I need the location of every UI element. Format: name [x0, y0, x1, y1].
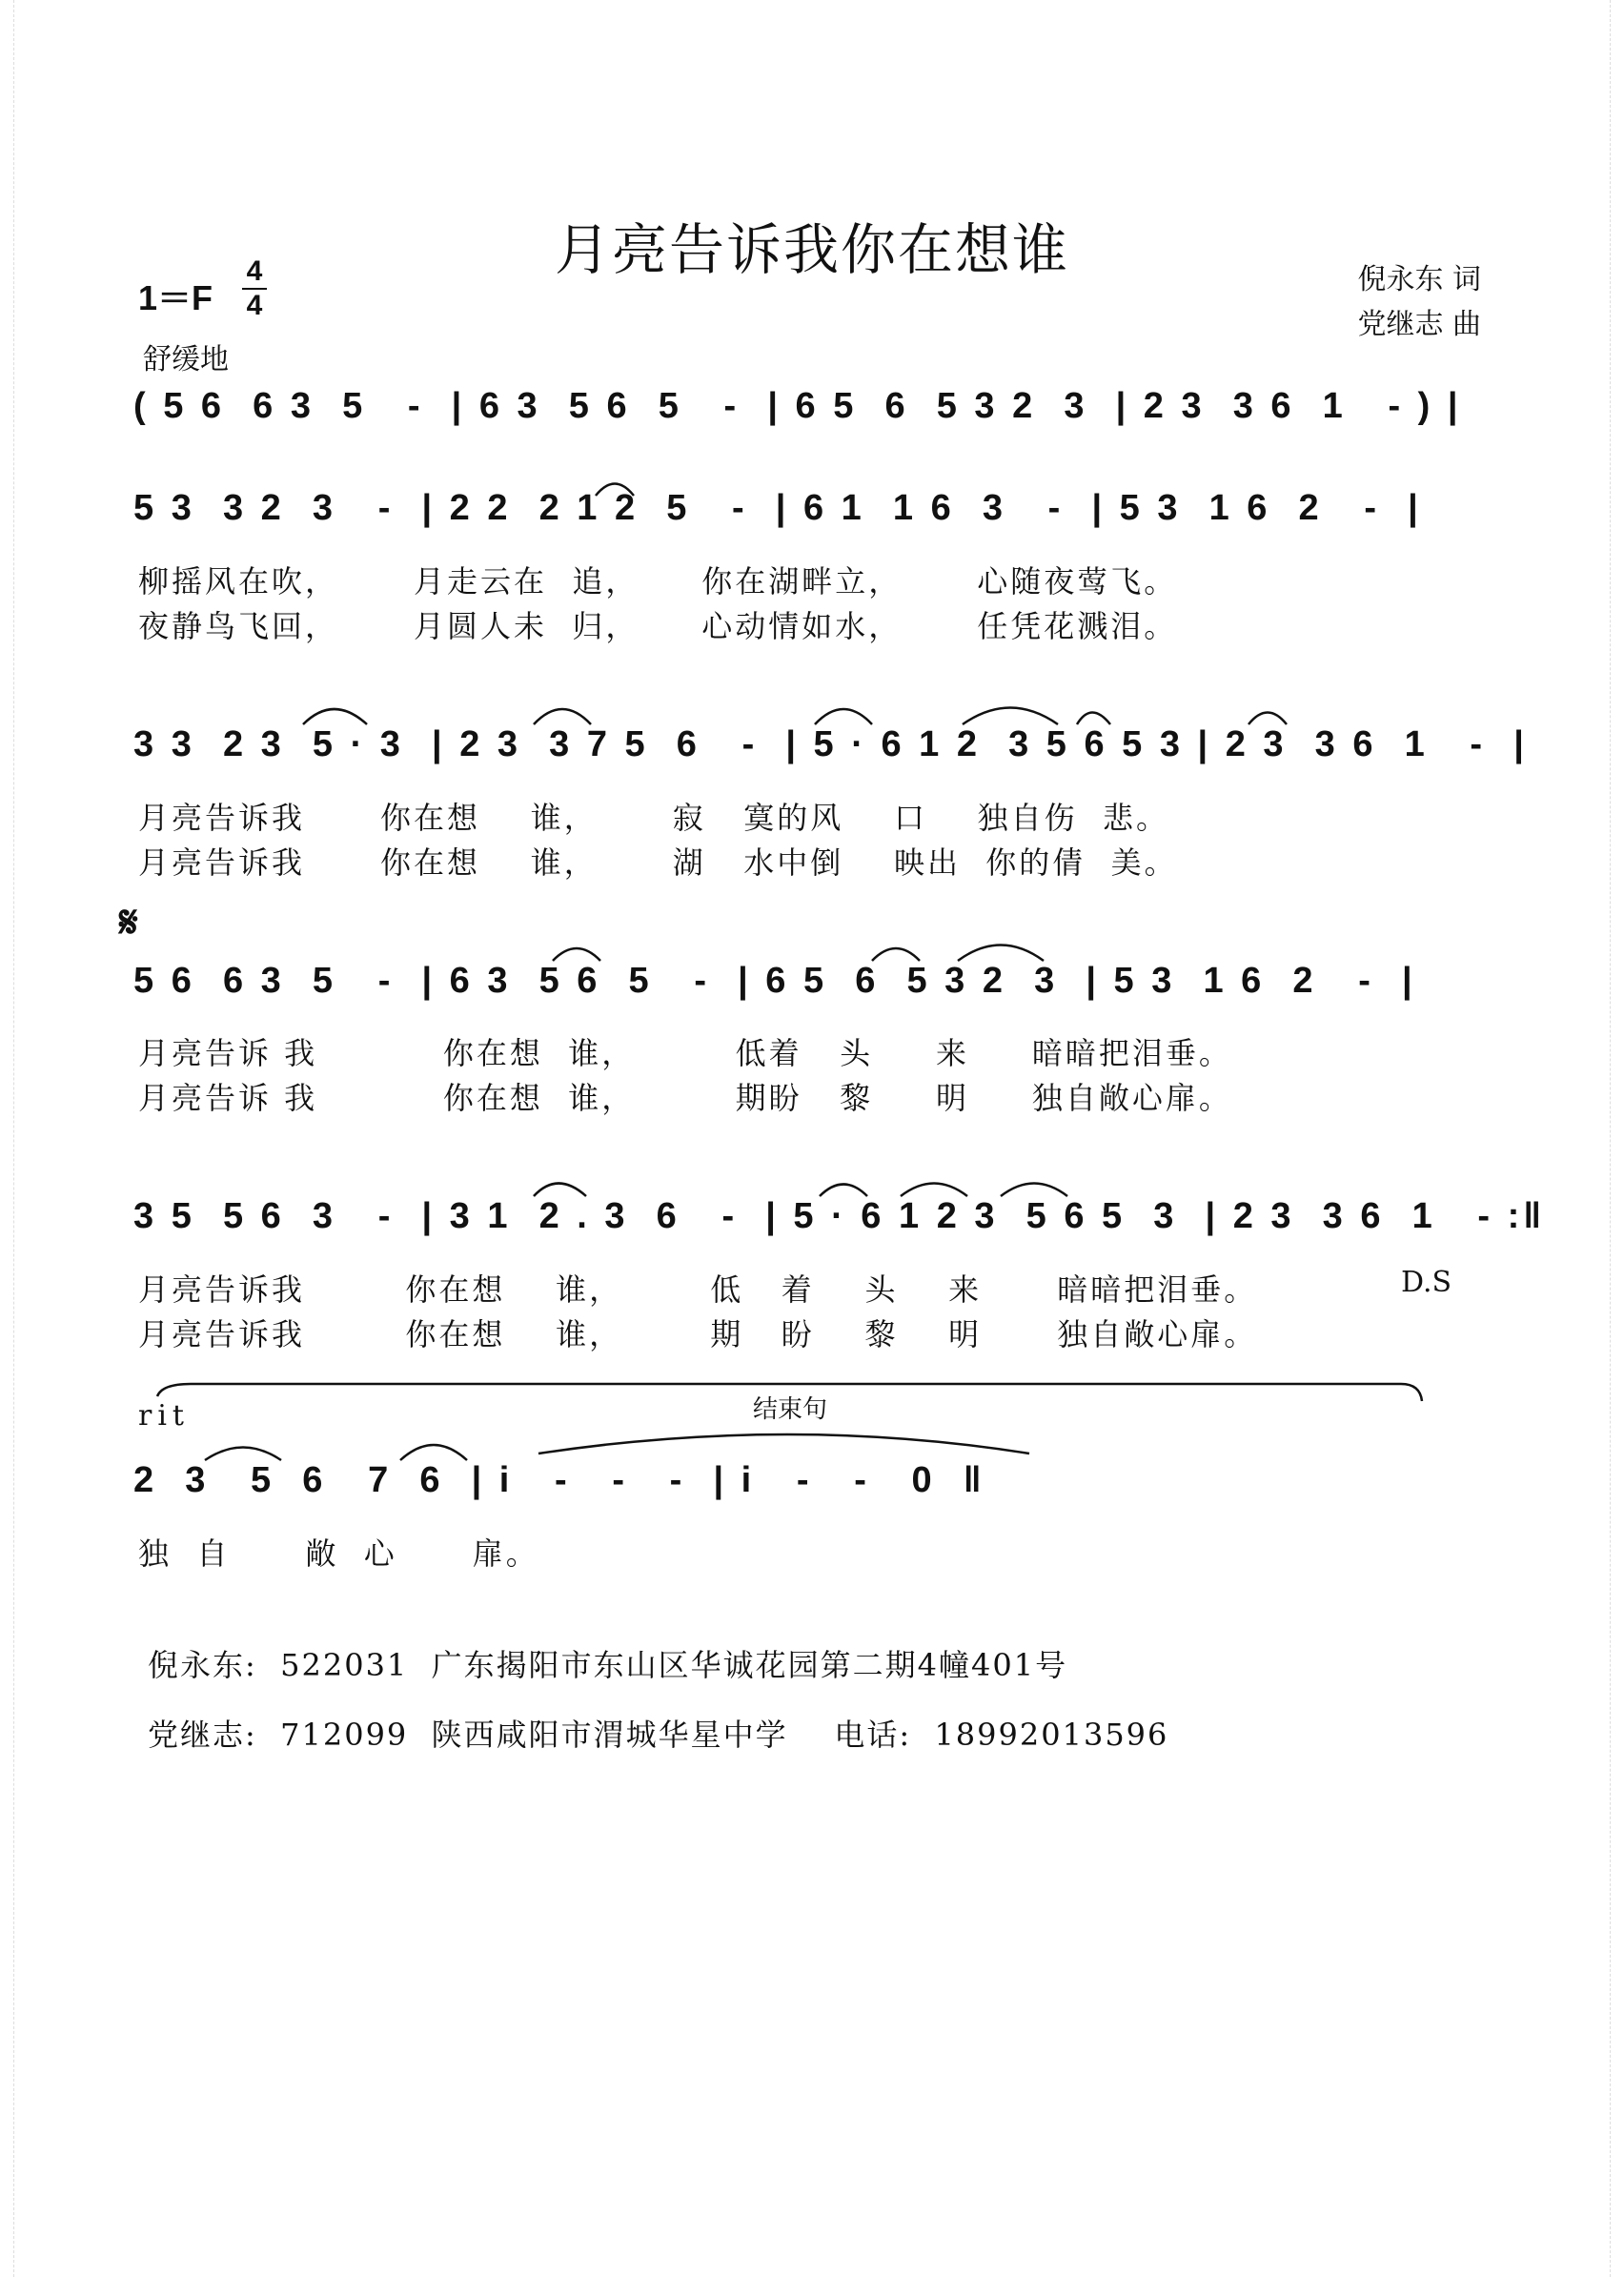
- lyric-line-7: 月亮告诉我 你在想 谁， 低 着 头 来 暗暗把泪垂。: [138, 1271, 1258, 1308]
- slur-arc: [534, 1184, 586, 1197]
- song-title: 月亮告诉我你在想谁: [554, 217, 1069, 282]
- lyric-line-9: 独 自 敞 心 扉。: [138, 1535, 539, 1572]
- lyric-line-3: 月亮告诉我 你在想 谁， 寂 寞的风 口 独自伤 悲。: [138, 800, 1169, 836]
- tempo-marking: 舒缓地: [143, 343, 229, 376]
- segno-sign: 𝄋: [119, 896, 138, 947]
- notes-row-5: 3 5 5 6 3 - | 3 1 2 . 3 6 - | 5 · 6 1 2 3 5 6 5 3 | 2 3 3 6 1 - :‖: [133, 1196, 1546, 1236]
- notes-row-6: 2 3 5 6 7 6 | i - - - | i - - 0 ‖: [133, 1460, 985, 1500]
- slur-arc: [1077, 713, 1110, 725]
- slur-arc: [820, 1185, 867, 1197]
- meter-top: 4: [246, 255, 263, 287]
- key-signature: 1＝F: [138, 278, 213, 317]
- lyric-line-4: 月亮告诉我 你在想 谁， 湖 水中倒 映出 你的倩 美。: [138, 844, 1178, 881]
- composer-credit: 党继志 曲: [1357, 308, 1481, 341]
- phrase-bracket: [157, 1384, 1422, 1401]
- lyricist-address: 倪永东: 522031 广东揭阳市东山区华诚花园第二期4幢401号: [148, 1647, 1068, 1683]
- composer-address: 党继志: 712099 陕西咸阳市渭城华星中学 电话: 18992013596: [148, 1717, 1169, 1753]
- notes-row-3: 3 3 2 3 5 · 3 | 2 3 3 7 5 6 - | 5 · 6 1 2 3 5 6 5 3 | 2 3 3 6 1 - |: [133, 724, 1528, 764]
- slur-arc: [534, 709, 591, 724]
- notes-row-1: ( 5 6 6 3 5 - | 6 3 5 6 5 - | 6 5 6 5 3 2 3 | 2 3 3 6 1 - ) |: [133, 386, 1462, 426]
- lyric-line-5: 月亮告诉 我 你在想 谁， 低着 头 来 暗暗把泪垂。: [138, 1035, 1232, 1071]
- ds-marking: D.S: [1401, 1266, 1452, 1299]
- slur-arc: [205, 1448, 281, 1461]
- rit-marking: rit: [138, 1399, 190, 1433]
- slur-arc: [303, 709, 367, 724]
- slur-arc: [596, 484, 634, 497]
- ending-label: 结束句: [753, 1395, 828, 1424]
- slur-arc: [400, 1445, 467, 1460]
- slur-arc: [1001, 1184, 1067, 1197]
- meter-bottom: 4: [246, 290, 263, 321]
- notes-row-4: 5 6 6 3 5 - | 6 3 5 6 5 - | 6 5 6 5 3 2 3 | 5 3 1 6 2 - |: [133, 961, 1416, 1001]
- slur-arc: [901, 1184, 967, 1197]
- lyric-line-1: 柳摇风在吹， 月走云在 追， 你在湖畔立， 心随夜莺飞。: [138, 563, 1178, 600]
- slur-arc: [1248, 713, 1287, 725]
- slur-arc: [963, 708, 1058, 725]
- notes-row-2: 5 3 3 2 3 - | 2 2 2 1 2 5 - | 6 1 1 6 3 - | 5 3 1 6 2 - |: [133, 488, 1422, 528]
- lyricist-credit: 倪永东 词: [1357, 263, 1481, 296]
- slur-arc: [553, 948, 600, 961]
- slur-arc: [872, 948, 920, 961]
- lyric-line-8: 月亮告诉我 你在想 谁， 期 盼 黎 明 独自敞心扉。: [138, 1316, 1258, 1352]
- slur-arc: [958, 945, 1044, 962]
- lyric-line-2: 夜静鸟飞回， 月圆人未 归， 心动情如水， 任凭花溅泪。: [138, 608, 1178, 644]
- slur-arc: [815, 709, 872, 724]
- lyric-line-6: 月亮告诉 我 你在想 谁， 期盼 黎 明 独自敞心扉。: [138, 1080, 1232, 1116]
- slur-arc: [538, 1434, 1029, 1454]
